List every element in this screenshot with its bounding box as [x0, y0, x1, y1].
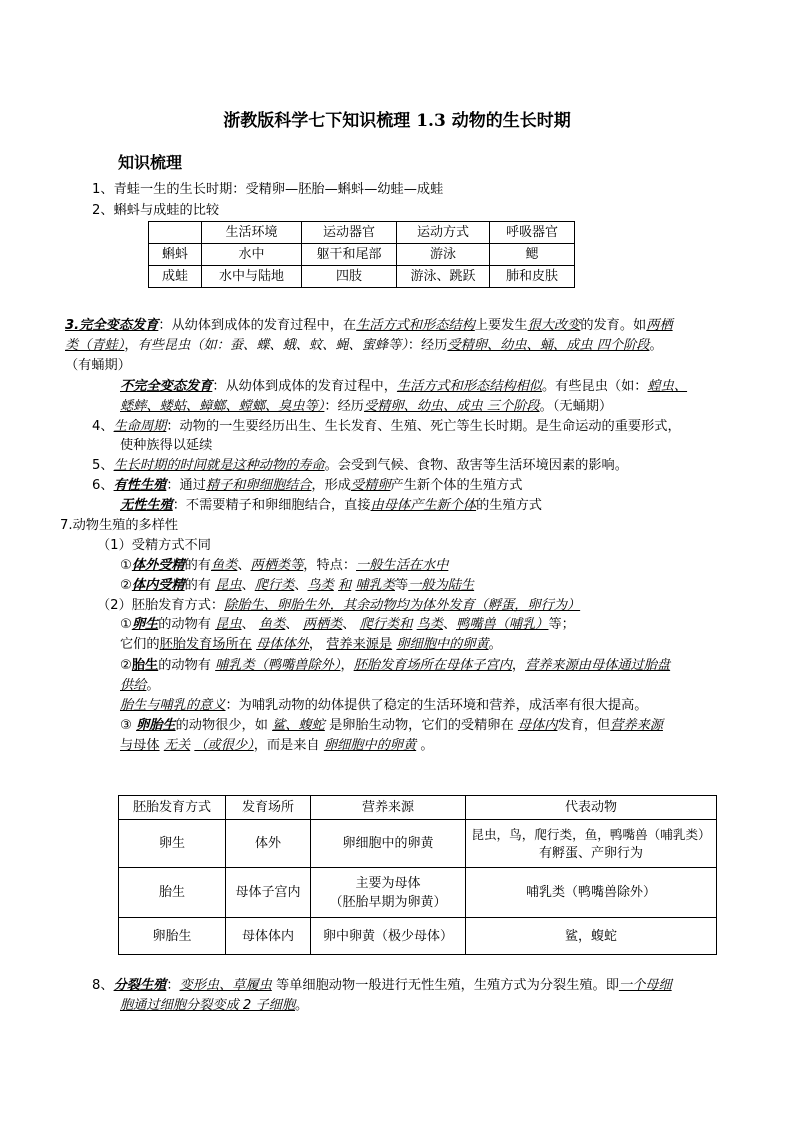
incomplete-metamorphosis-line-2: 蟋蟀、蝼蛄、蟑螂、螳螂、臭虫等）：经历受精卵、幼虫、成虫 三个阶段。（无蛹期）	[120, 399, 613, 414]
table-cell: 肺和皮肤	[490, 266, 575, 288]
viviparous-line-2: 供给。	[120, 678, 160, 693]
table-cell: 四肢	[302, 266, 397, 288]
table-cell: 卵细胞中的卵黄	[311, 820, 466, 868]
table-header-cell: 营养来源	[311, 796, 466, 820]
viviparous-meaning-line: 胎生与哺乳的意义：为哺乳动物的幼体提供了稳定的生活环境和营养，成活率有很大提高。	[120, 698, 648, 713]
item-1: 1、青蛙一生的生长时期：受精卵—胚胎—蝌蚪—幼蛙—成蛙	[92, 182, 444, 197]
oviparous-development-line: 它们的胚胎发育场所在 母体体外， 营养来源是 卵细胞中的卵黄。	[120, 637, 502, 652]
binary-fission-line-2: 胞通过细胞分裂变成 2 子细胞。	[120, 998, 309, 1013]
table-cell: 母体子宫内	[226, 868, 311, 918]
table-row	[149, 266, 575, 288]
table-cell: 游泳、跳跃	[397, 266, 490, 288]
embryo-development-heading: （2）胚胎发育方式：除胎生、卵胎生外，其余动物均为体外发育（孵蛋，卵行为）	[97, 598, 581, 613]
table-cell: 哺乳类（鸭嘴兽除外）	[466, 868, 717, 918]
asexual-reproduction-line: 无性生殖：不需要精子和卵细胞结合，直接由母体产生新个体的生殖方式	[120, 498, 542, 513]
table-cell: 鲨，蝮蛇	[466, 918, 717, 955]
section-heading: 知识梳理	[118, 153, 183, 172]
table-cell-line: 主要为母体	[355, 875, 421, 891]
table-header-cell: 发育场所	[226, 796, 311, 820]
internal-fertilization-line: ②体内受精的有 昆虫、爬行类、鸟类 和 哺乳类等一般为陆生	[120, 578, 475, 593]
table-cell-line: 昆虫，鸟，爬行类，鱼，鸭嘴兽（哺乳类）	[471, 826, 711, 842]
table-header-cell: 胚胎发育方式	[119, 796, 226, 820]
table-cell-line: 有孵蛋、产卵行为	[538, 845, 643, 861]
table-cell: 躯干和尾部	[302, 244, 397, 266]
table-row	[149, 244, 575, 266]
incomplete-metamorphosis-line-1: 不完全变态发育：从幼体到成体的发育过程中，生活方式和形态结构相似。有些昆虫（如：蝗虫、	[120, 379, 688, 394]
table-cell: 卵胎生	[119, 918, 226, 955]
oviparous-line: ①卵生的动物有 昆虫、 鱼类、 两栖类、 爬行类和 鸟类、鸭嘴兽（哺乳）等；	[120, 617, 575, 632]
table-cell	[311, 868, 466, 918]
diversity-title: 7.动物生殖的多样性	[60, 518, 179, 533]
external-fertilization-line: ①体外受精的有鱼类、两栖类等，特点：一般生活在水中	[120, 558, 449, 573]
ovoviviparous-line: ③ 卵胎生的动物很少，如 鲨、蝮蛇 是卵胎生动物，它们的受精卵在 母体内发育，但营养来源	[120, 718, 663, 733]
lifespan-line: 5、生长时期的时间就是这种动物的寿命。会受到气候、食物、敌害等生活环境因素的影响。	[92, 458, 628, 473]
table-cell: 鳃	[490, 244, 575, 266]
table-header-cell: 生活环境	[202, 222, 302, 244]
table-header-cell	[149, 222, 202, 244]
table-cell: 水中	[202, 244, 302, 266]
viviparous-line: ②胎生的动物有 哺乳类（鸭嘴兽除外），胚胎发育场所在母体子宫内，营养来源由母体通过胎盘	[120, 658, 671, 673]
table-cell	[466, 820, 717, 868]
table-header-row	[119, 796, 717, 820]
life-cycle-line-2: 使种族得以延续	[120, 438, 213, 453]
table-cell: 水中与陆地	[202, 266, 302, 288]
table-cell: 成蛙	[149, 266, 202, 288]
table-cell: 蝌蚪	[149, 244, 202, 266]
table-header-cell: 代表动物	[466, 796, 717, 820]
table-header-cell: 呼吸器官	[490, 222, 575, 244]
table-header-cell: 运动方式	[397, 222, 490, 244]
complete-metamorphosis-line-2: 类（青蛙），有些昆虫（如：蚕、蝶、蛾、蚊、蝇、蜜蜂等）：经历受精卵、幼虫、蛹、成虫 四个阶段。	[65, 338, 663, 353]
sexual-reproduction-line: 6、有性生殖：通过精子和卵细胞结合，形成受精卵产生新个体的生殖方式	[92, 478, 523, 493]
table-cell: 卵生	[119, 820, 226, 868]
table-row	[119, 918, 717, 955]
ovoviviparous-line-2: 与母体 无关 （或很少），而是来自 卵细胞中的卵黄 。	[120, 738, 434, 753]
table-cell-line: （胚胎早期为卵黄）	[329, 894, 447, 910]
item-2: 2、蝌蚪与成蛙的比较	[92, 203, 220, 218]
complete-metamorphosis-line-3: （有蛹期）	[65, 358, 131, 373]
table-row	[119, 820, 717, 868]
table-cell: 胎生	[119, 868, 226, 918]
table-header-cell: 运动器官	[302, 222, 397, 244]
table-cell: 体外	[226, 820, 311, 868]
table-cell: 游泳	[397, 244, 490, 266]
tadpole-frog-table	[148, 221, 575, 288]
page-title: 浙教版科学七下知识梳理 1.3 动物的生长时期	[223, 111, 571, 131]
fertilization-heading: （1）受精方式不同	[97, 538, 211, 553]
table-cell: 母体体内	[226, 918, 311, 955]
table-cell: 卵中卵黄（极少母体）	[311, 918, 466, 955]
complete-metamorphosis-line-1: 3.完全变态发育：从幼体到成体的发育过程中，在生活方式和形态结构上要发生很大改变的发育。如两栖	[65, 318, 673, 333]
life-cycle-line-1: 4、生命周期：动物的一生要经历出生、生长发育、生殖、死亡等生长时期。是生命运动的重要形式，	[92, 419, 681, 434]
table-row	[119, 868, 717, 918]
table-header-row	[149, 222, 575, 244]
embryo-development-table	[118, 795, 717, 955]
binary-fission-line-1: 8、分裂生殖：变形虫、草履虫 等单细胞动物一般进行无性生殖，生殖方式为分裂生殖。即一个母细	[92, 978, 672, 993]
